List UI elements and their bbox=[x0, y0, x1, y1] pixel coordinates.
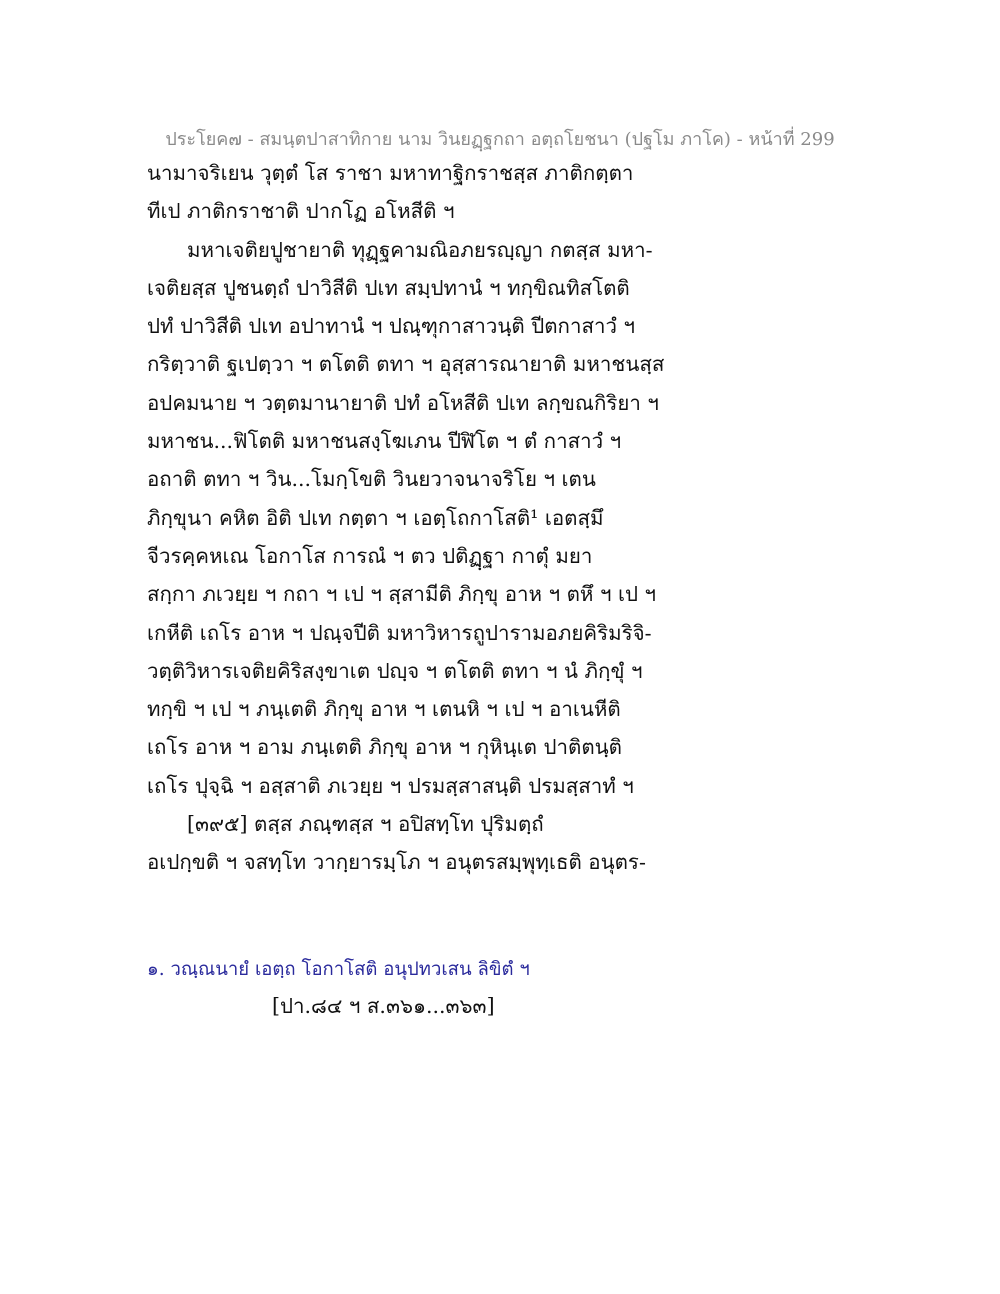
text-line: เจติยสฺส ปูชนตฺถํ ปาวิสีติ ปเท สมฺปทานํ ฯ ทกฺขิณทิสโตติ bbox=[147, 275, 630, 300]
text-line: ปทํ ปาวิสีติ ปเท อปาทานํ ฯ ปณฺฑุกาสาวนฺติ ปีตกาสาวํ ฯ bbox=[147, 314, 636, 339]
text-line: อเปกฺขติ ฯ จสทฺโท วากฺยารมฺโภ ฯ อนุตรสมฺพุทฺเธติ อนุตร- bbox=[147, 850, 646, 875]
body-text bbox=[147, 158, 665, 886]
page-reference: [ปา.๘๔ ฯ ส.๓๖๑...๓๖๓] bbox=[272, 994, 495, 1018]
page-header: ประโยค๗ - สมนฺตปาสาทิกาย นาม วินยฏฺฐกถา อตฺถโยชนา (ปฐโม ภาโค) - หน้าที่ 299 bbox=[165, 129, 835, 150]
text-line: เถโร ปุจฺฉิ ฯ อสฺสาติ ภเวยฺย ฯ ปรมสฺสาสนฺติ ปรมสฺสาทํ ฯ bbox=[147, 773, 634, 798]
text-line: ภิกฺขุนา คหิต อิติ ปเท กตฺตา ฯ เอตฺโถกาโสติ¹ เอตสฺมึ bbox=[147, 505, 604, 530]
text-line: อปคมนาย ฯ วตฺตมานายาติ ปทํ อโหสีติ ปเท ลกฺขณกิริยา ฯ bbox=[147, 390, 659, 415]
text-line: นามาจริเยน วุตฺตํ โส ราชา มหาทาฐิกราชสฺส ภาติกตฺตา bbox=[147, 161, 634, 185]
text-line: กริตฺวาติ ฐเปตฺวา ฯ ตโตติ ตทา ฯ อุสฺสารณายาติ มหาชนสฺส bbox=[147, 352, 665, 377]
text-line: เถโร อาห ฯ อาม ภนฺเตติ ภิกฺขุ อาห ฯ กุหินฺเต ปาติตนฺติ bbox=[147, 735, 622, 760]
footnote: ๑. วณฺณนายํ เอตฺถ โอกาโสติ อนุปทวเสน ลิขิตํ ฯ bbox=[147, 959, 530, 980]
text-line: อถาติ ตทา ฯ วิน...โมกฺโขติ วินยวาจนาจริโย ฯ เตน bbox=[147, 467, 596, 492]
text-line: ทกฺขิ ฯ เป ฯ ภนฺเตติ ภิกฺขุ อาห ฯ เตนหิ ฯ เป ฯ อาเนหีติ bbox=[147, 697, 621, 722]
text-line: มหาชน...ฟิโตติ มหาชนสงฺโฆเภน ปีฬิโต ฯ ตํ กาสาวํ ฯ bbox=[147, 429, 622, 454]
text-line: สกฺกา ภเวยฺย ฯ กถา ฯ เป ฯ สฺสามีติ ภิกฺขุ อาห ฯ ตหึ ฯ เป ฯ bbox=[147, 582, 657, 607]
text-line: วตฺติวิหารเจติยคิริสงฺขาเต ปญฺจ ฯ ตโตติ ตทา ฯ นํ ภิกฺขุํ ฯ bbox=[147, 658, 643, 683]
text-line: [๓๙๕] ตสฺส ภณฺฑสฺส ฯ อปิสทฺโท ปุริมตฺถํ bbox=[187, 812, 544, 837]
text-line: มหาเจติยปูชายาติ ทุฏฺฐคามณิอภยรญฺญา กตสฺส มหา- bbox=[187, 237, 653, 262]
text-line: จีวรคฺคหเณ โอกาโส การณํ ฯ ตว ปติฏฺฐา กาตุํ มยา bbox=[147, 543, 593, 568]
text-line: เกหีติ เถโร อาห ฯ ปณฺจปีติ มหาวิหารถูปารามอภยคิริมริจิ- bbox=[147, 620, 652, 645]
text-line: ทีเป ภาติกราชาติ ปากโฏ อโหสีติ ฯ bbox=[147, 199, 455, 224]
